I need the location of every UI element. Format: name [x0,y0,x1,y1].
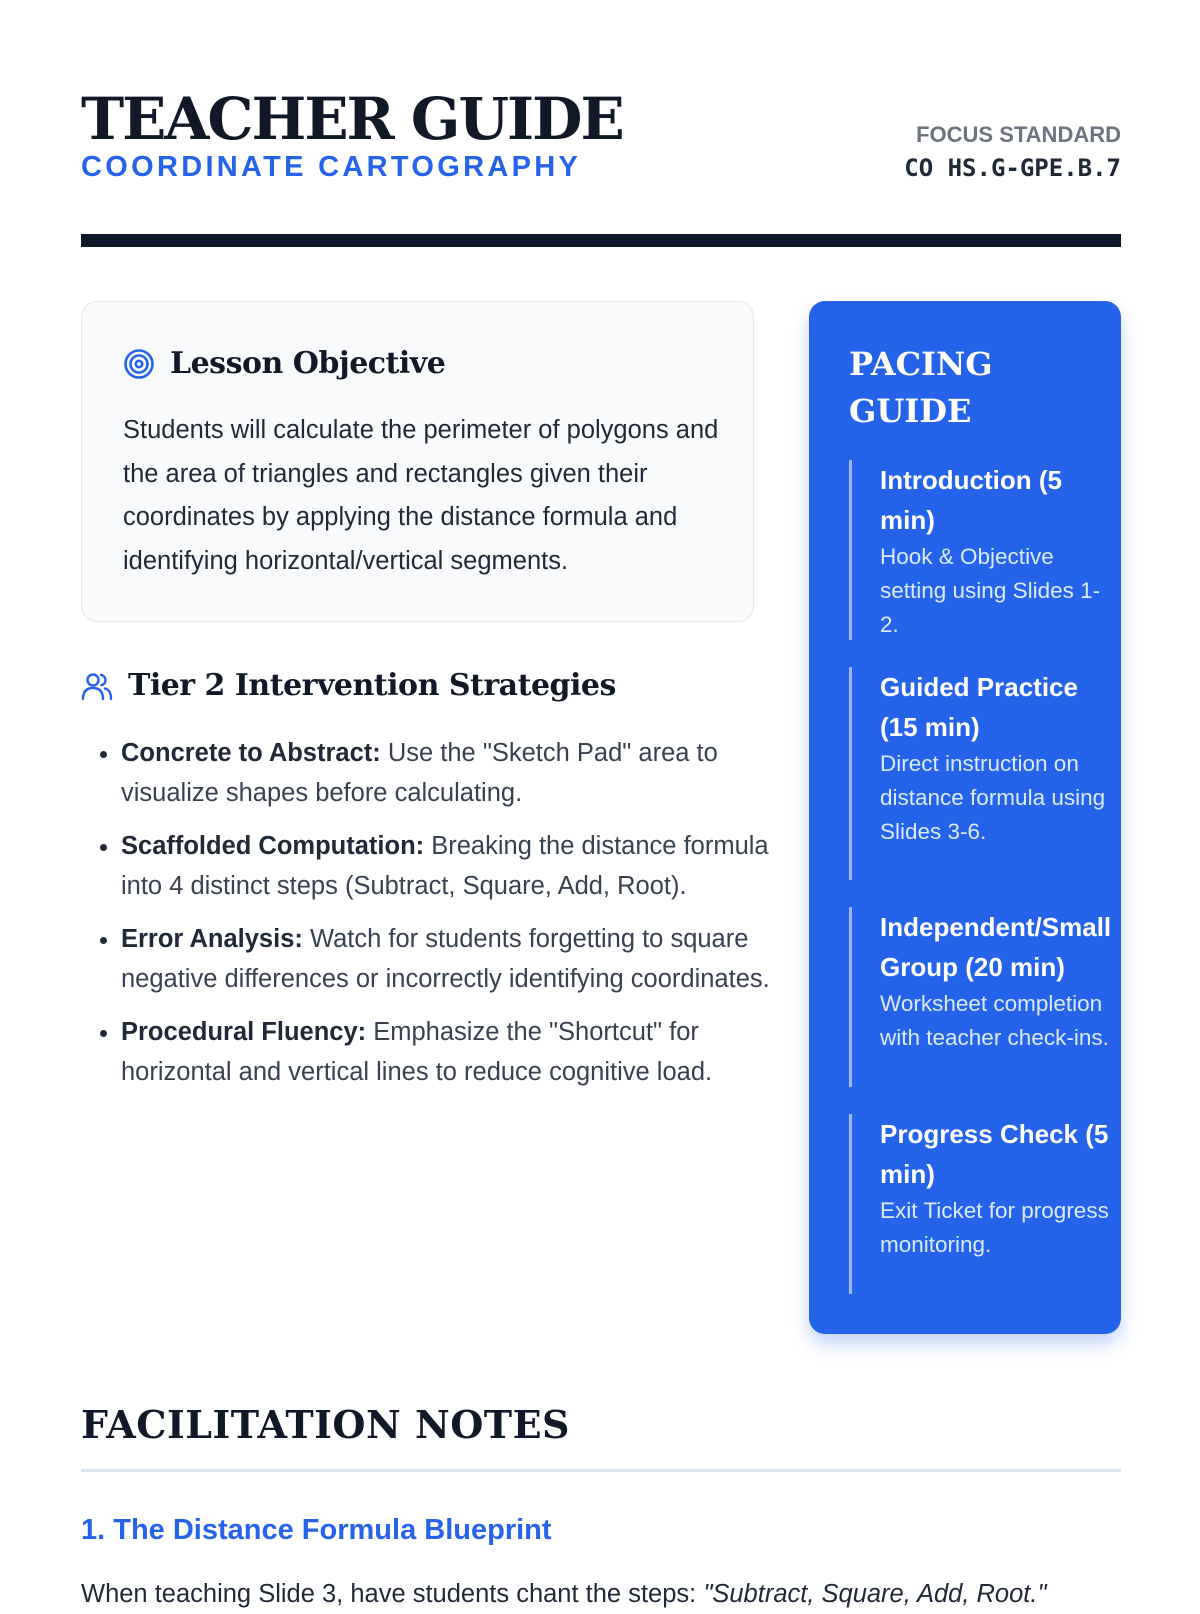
pacing-step [849,907,1111,1087]
focus-standard-label: FOCUS STANDARD [916,122,1121,147]
strategy-text: Emphasize the "Shortcut" for horizontal and vertical lines to reduce cognitive load. [121,1018,713,1086]
pacing-step-desc: Hook & Objective setting using Slides 1-2. [880,544,1101,637]
strategy-item [121,1012,801,1092]
note-text [81,1574,1121,1614]
strategy-item [121,826,801,906]
pacing-step-title: Guided Practice (15 min) [880,672,1078,742]
strategy-text: Breaking the distance formula into 4 distinct steps (Subtract, Square, Add, Root). [121,832,769,900]
pacing-step-title: Progress Check (5 min) [880,1119,1109,1189]
target-icon [123,348,155,380]
intervention-heading [81,668,616,703]
document-subtitle: COORDINATE CARTOGRAPHY [81,151,582,183]
facilitation-divider [81,1469,1121,1472]
pacing-step-desc: Direct instruction on distance formula using Slides 3-6. [880,751,1106,844]
strategy-list [81,733,801,1105]
strategy-item [121,919,801,999]
note-body: When teaching Slide 3, have students chant the steps: [81,1580,704,1608]
focus-standard-code: CO HS.G-GPE.B.7 [904,154,1121,182]
lesson-objective-card [81,301,754,622]
pacing-guide-title: PACING GUIDE [849,345,993,430]
intervention-title: Tier 2 Intervention Strategies [128,668,616,703]
strategy-text: Use the "Sketch Pad" area to visualize shapes before calculating. [121,739,718,807]
lesson-objective-text: Students will calculate the perimeter of polygons and the area of triangles and rectangles given their coordinates by applying the distance formula and identifying horizontal/vertical segments. [123,416,719,575]
pacing-step [849,667,1111,880]
note-chant: "Subtract, Square, Add, Root." [703,1580,1047,1608]
strategy-item [121,733,801,813]
lesson-objective-heading [123,346,445,381]
facilitation-notes-title: FACILITATION NOTES [81,1402,570,1447]
lesson-objective-title: Lesson Objective [170,346,446,381]
pacing-guide-card [809,301,1121,1334]
pacing-step [849,460,1111,640]
strategy-term: Error Analysis: [121,925,303,953]
note-heading: 1. The Distance Formula Blueprint [81,1514,552,1546]
pacing-step-desc: Exit Ticket for progress monitoring. [880,1198,1109,1257]
pacing-step-desc: Worksheet completion with teacher check-ins. [880,991,1109,1050]
strategy-term: Concrete to Abstract: [121,739,381,767]
users-icon [81,670,113,702]
pacing-step-title: Introduction (5 min) [880,465,1062,535]
header-divider [81,234,1121,247]
pacing-step [849,1114,1111,1294]
pacing-step-title: Independent/Small Group (20 min) [880,912,1112,982]
strategy-term: Scaffolded Computation: [121,832,425,860]
document-title: TEACHER GUIDE [81,85,623,153]
guide-header [81,78,1121,198]
strategy-text: Watch for students forgetting to square negative differences or incorrectly identifying coordinates. [121,925,770,993]
strategy-term: Procedural Fluency: [121,1018,367,1046]
